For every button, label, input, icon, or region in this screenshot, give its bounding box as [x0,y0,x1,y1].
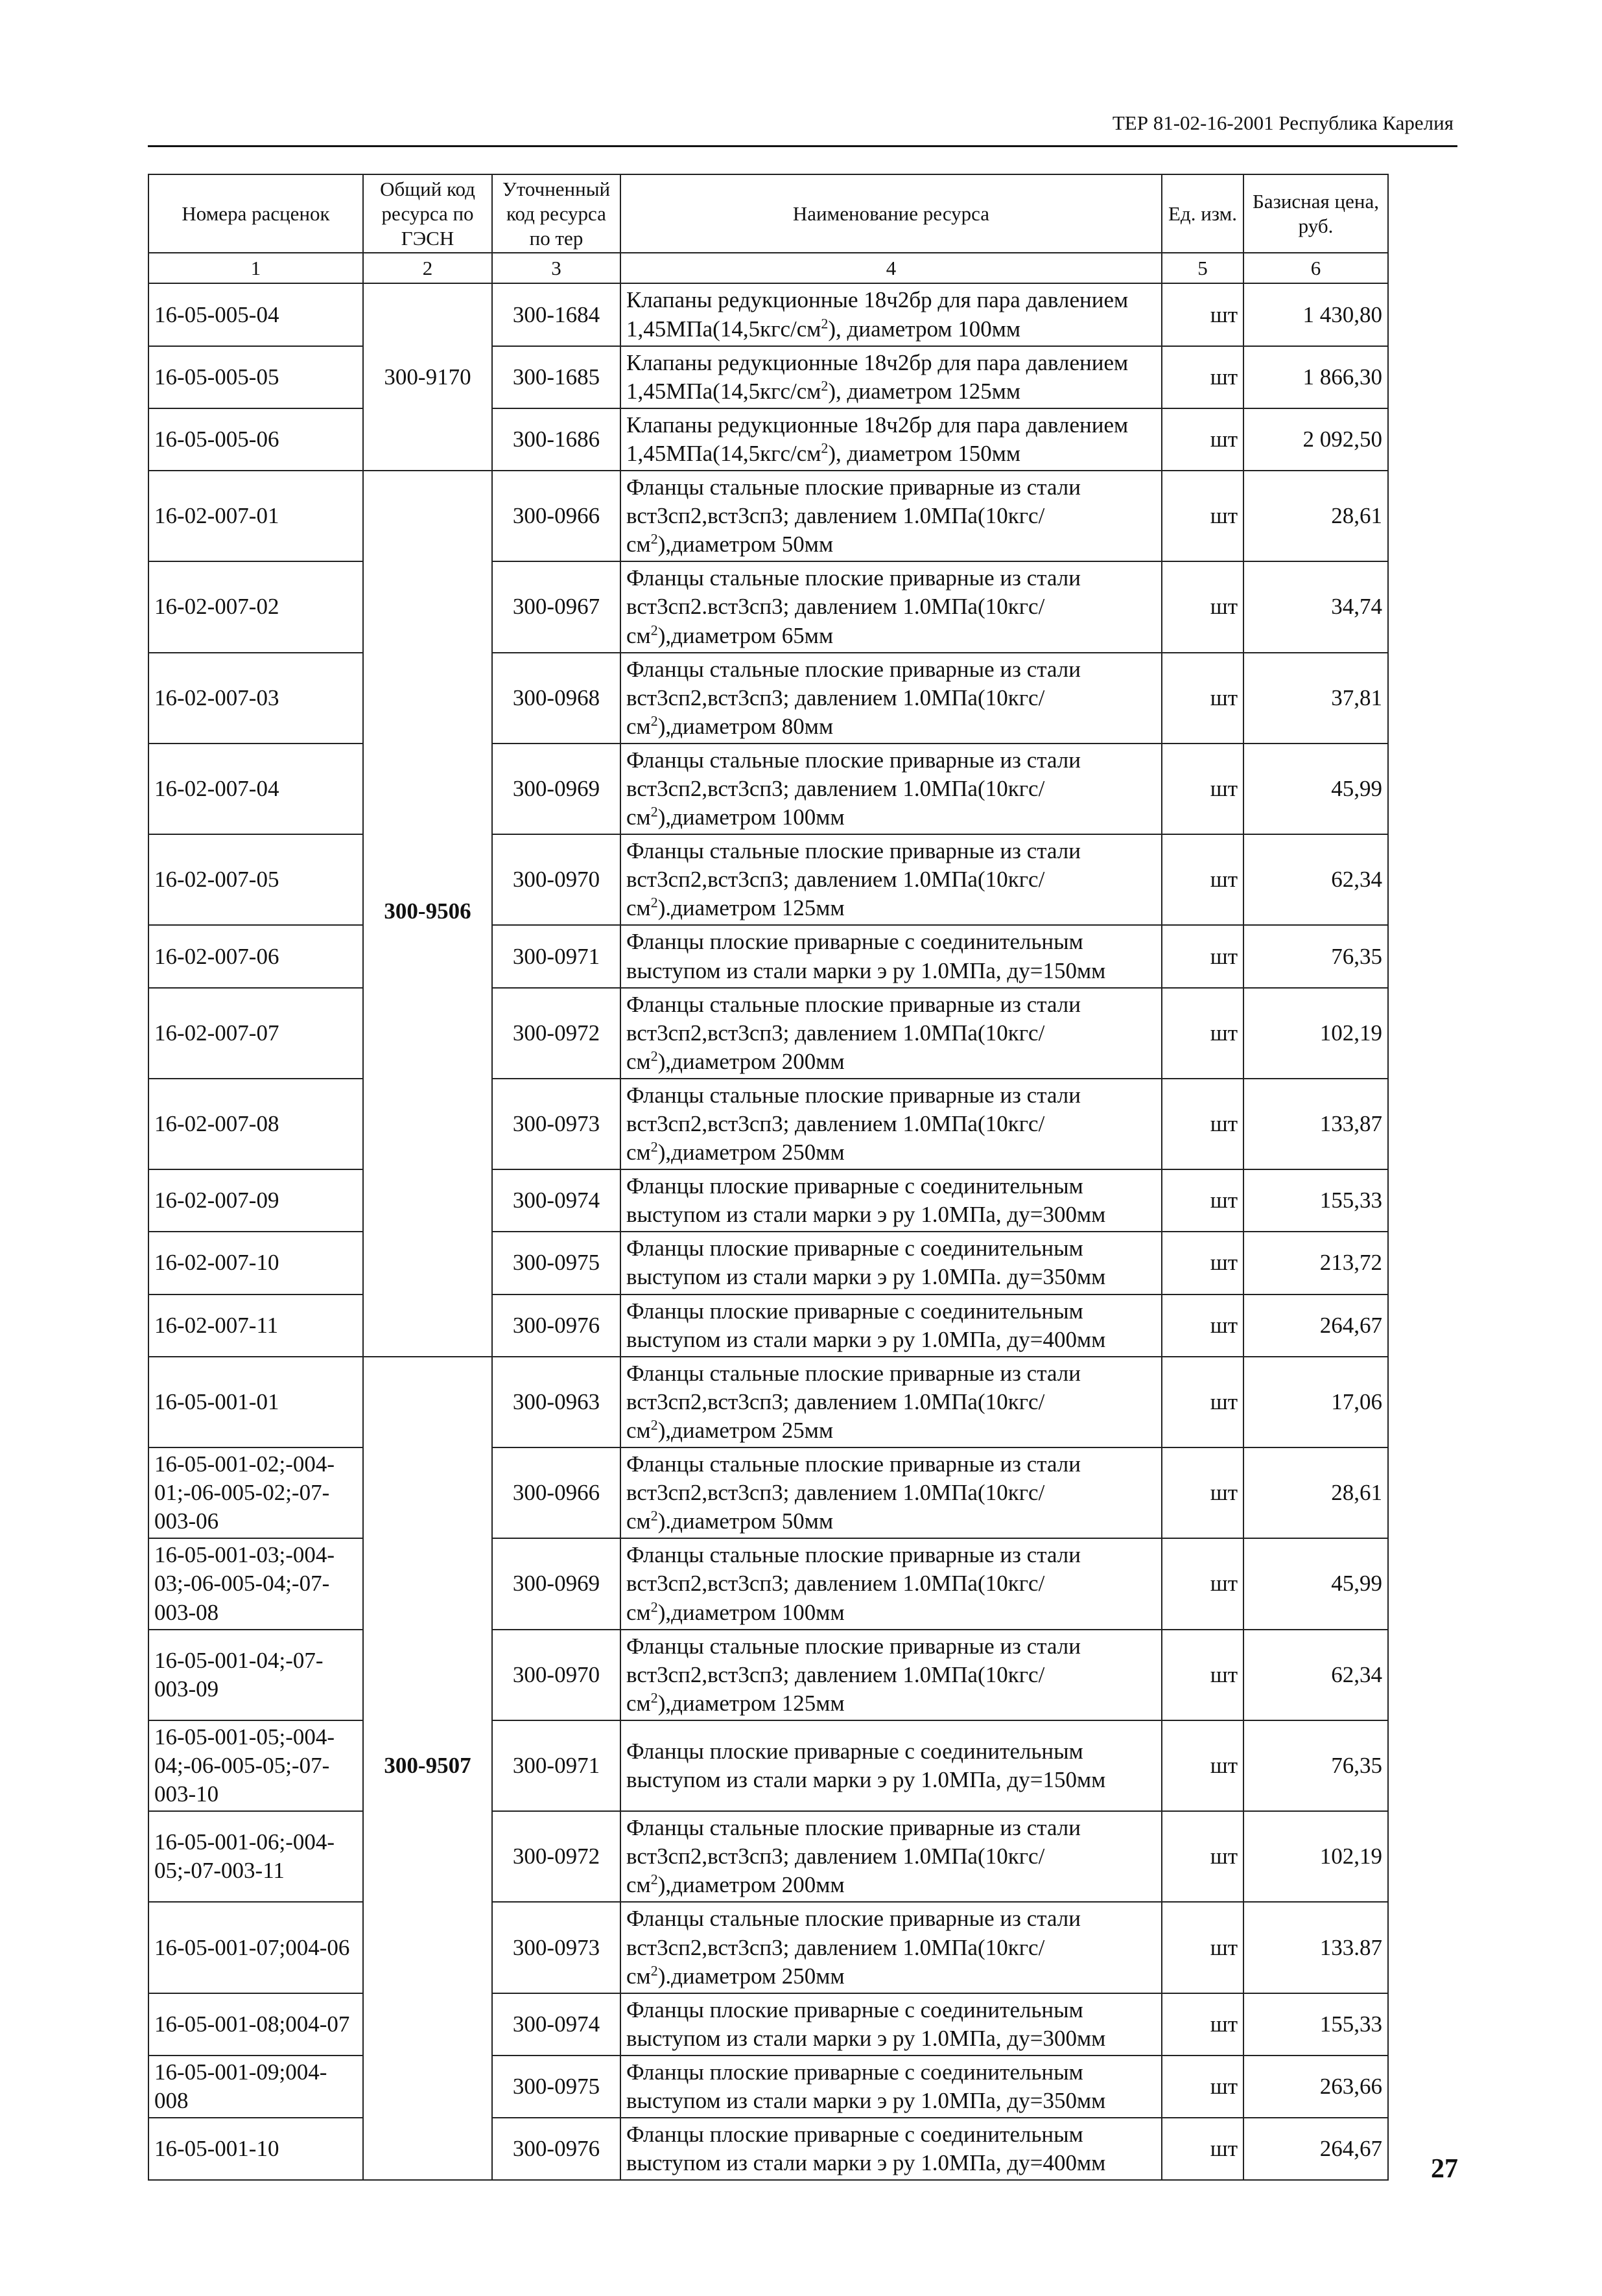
rate-number: 16-05-001-04;-07-003-09 [148,1630,363,1720]
resource-name: Фланцы стальные плоские приварные из стали вст3сп2,вст3сп3; давлением $1.0МПа(10кгс/см^2).диаметром$ 250мм [620,1902,1162,1993]
table-row [148,1902,1388,1993]
resource-name: Фланцы плоские приварные с соединительным выступом из стали марки э ру 1.0МПа. ду=350мм [620,1232,1162,1294]
base-price: 133,87 [1243,1079,1388,1169]
col-number: 4 [620,253,1162,283]
unit: шт [1162,2118,1243,2180]
col-number: 2 [363,253,492,283]
table-row [148,1538,1388,1629]
refined-resource-code: 300-0967 [492,561,620,652]
base-price: 133.87 [1243,1902,1388,1993]
resource-table [148,174,1389,2181]
table-row [148,1357,1388,1447]
rate-number: 16-02-007-03 [148,653,363,744]
base-price: 62,34 [1243,1630,1388,1720]
unit: шт [1162,346,1243,408]
rate-number: 16-02-007-06 [148,925,363,987]
base-price: 37,81 [1243,653,1388,744]
rate-number: 16-05-001-01 [148,1357,363,1447]
rate-number: 16-02-007-01 [148,471,363,561]
refined-resource-code: 300-0969 [492,1538,620,1629]
unit: шт [1162,1902,1243,1993]
unit: шт [1162,1720,1243,1811]
unit: шт [1162,988,1243,1079]
unit: шт [1162,653,1243,744]
general-resource-code: 300-9506 [363,471,492,1357]
resource-name: Фланцы плоские приварные с соединительным выступом из стали марки э ру 1.0МПа, ду=300мм [620,1169,1162,1232]
unit: шт [1162,1538,1243,1629]
base-price: 213,72 [1243,1232,1388,1294]
refined-resource-code: 300-0969 [492,744,620,834]
rate-number: 16-05-001-10 [148,2118,363,2180]
refined-resource-code: 300-0971 [492,1720,620,1811]
resource-name: Фланцы стальные плоские приварные из стали вст3сп2,вст3сп3; давлением $1.0МПа(10кгс/см^2),диаметром$ 200мм [620,988,1162,1079]
unit: шт [1162,1811,1243,1902]
col-number: 1 [148,253,363,283]
table-row [148,1447,1388,1538]
rate-number: 16-05-001-03;-004-03;-06-005-04;-07-003-08 [148,1538,363,1629]
refined-resource-code: 300-0976 [492,2118,620,2180]
table-row [148,283,1388,346]
resource-name: Фланцы стальные плоские приварные из стали вст3сп2,вст3сп3; давлением $1.0МПа(10кгс/см^2),диаметром$ 100мм [620,744,1162,834]
table-row [148,1169,1388,1232]
resource-name: Фланцы стальные плоские приварные из стали вст3сп2,вст3сп3; давлением $1.0МПа(10кгс/см^2),диаметром$ 80мм [620,653,1162,744]
resource-name: Клапаны редукционные 18ч2бр для пара давлением $1,45МПа(14,5кгс/см^2)$, диаметром 150мм [620,408,1162,471]
table-row [148,471,1388,561]
unit: шт [1162,1630,1243,1720]
table-row [148,408,1388,471]
rate-number: 16-05-001-08;004-07 [148,1993,363,2056]
base-price: 102,19 [1243,988,1388,1079]
resource-name: Фланцы стальные плоские приварные из стали вст3сп2,вст3сп3; давлением $1.0МПа(10кгс/см^2).диаметром$ 125мм [620,834,1162,925]
table-row [148,1079,1388,1169]
rate-number: 16-02-007-11 [148,1294,363,1357]
refined-resource-code: 300-0972 [492,988,620,1079]
col-number: 3 [492,253,620,283]
col-header-rates: Номера расценок [148,174,363,253]
base-price: 2 092,50 [1243,408,1388,471]
rate-number: 16-05-001-09;004-008 [148,2056,363,2118]
unit: шт [1162,1447,1243,1538]
unit: шт [1162,834,1243,925]
refined-resource-code: 300-0976 [492,1294,620,1357]
rate-number: 16-02-007-07 [148,988,363,1079]
table-row [148,561,1388,652]
rate-number: 16-05-001-07;004-06 [148,1902,363,1993]
base-price: 264,67 [1243,2118,1388,2180]
rate-number: 16-02-007-02 [148,561,363,652]
base-price: 28,61 [1243,471,1388,561]
resource-name: Фланцы стальные плоские приварные из стали вст3сп2,вст3сп3; давлением $1.0МПа(10кгс/см^2),диаметром$ 25мм [620,1357,1162,1447]
base-price: 155,33 [1243,1169,1388,1232]
refined-resource-code: 300-0963 [492,1357,620,1447]
base-price: 1 430,80 [1243,283,1388,346]
refined-resource-code: 300-0966 [492,471,620,561]
unit: шт [1162,1169,1243,1232]
col-number: 6 [1243,253,1388,283]
table-row [148,1720,1388,1811]
refined-resource-code: 300-0972 [492,1811,620,1902]
resource-name: Фланцы плоские приварные с соединительным выступом из стали марки э ру 1.0МПа, ду=400мм [620,2118,1162,2180]
resource-name: Клапаны редукционные 18ч2бр для пара давлением $1,45МПа(14,5кгс/см^2)$, диаметром 100мм [620,283,1162,346]
unit: шт [1162,471,1243,561]
base-price: 1 866,30 [1243,346,1388,408]
refined-resource-code: 300-0974 [492,1169,620,1232]
refined-resource-code: 300-0970 [492,1630,620,1720]
rate-number: 16-02-007-08 [148,1079,363,1169]
general-resource-code: 300-9507 [363,1357,492,2181]
document-title: ТЕР 81-02-16-2001 Республика Карелия [1112,111,1454,134]
page-number: 27 [1431,2154,1458,2184]
unit: шт [1162,408,1243,471]
resource-name: Фланцы стальные плоские приварные из стали вст3сп2.вст3сп3; давлением $1.0МПа(10кгс/см^2),диаметром$ 65мм [620,561,1162,652]
base-price: 34,74 [1243,561,1388,652]
refined-resource-code: 300-0973 [492,1902,620,1993]
resource-name: Фланцы стальные плоские приварные из стали вст3сп2,вст3сп3; давлением $1.0МПа(10кгс/см^2),диаметром$ 250мм [620,1079,1162,1169]
resource-name: Фланцы плоские приварные с соединительным выступом из стали марки э ру 1.0МПа, ду=150мм [620,1720,1162,1811]
rate-number: 16-05-001-06;-004-05;-07-003-11 [148,1811,363,1902]
resource-name: Фланцы плоские приварные с соединительным выступом из стали марки э ру 1.0МПа, ду=150мм [620,925,1162,987]
rate-number: 16-02-007-04 [148,744,363,834]
unit: шт [1162,1079,1243,1169]
refined-resource-code: 300-0973 [492,1079,620,1169]
column-headers [148,174,1388,253]
column-numbers [148,253,1388,283]
rate-number: 16-05-005-06 [148,408,363,471]
table-row [148,925,1388,987]
general-resource-code: 300-9170 [363,283,492,471]
base-price: 263,66 [1243,2056,1388,2118]
refined-resource-code: 300-0974 [492,1993,620,2056]
table-row [148,2118,1388,2180]
base-price: 264,67 [1243,1294,1388,1357]
refined-resource-code: 300-0970 [492,834,620,925]
base-price: 17,06 [1243,1357,1388,1447]
table-row [148,1232,1388,1294]
col-header-refined-code: Уточненный код ресурса по тер [492,174,620,253]
refined-resource-code: 300-1686 [492,408,620,471]
rate-number: 16-05-001-02;-004-01;-06-005-02;-07-003-06 [148,1447,363,1538]
resource-name: Фланцы стальные плоские приварные из стали вст3сп2,вст3сп3; давлением $1.0МПа(10кгс/см^2),диаметром$ 200мм [620,1811,1162,1902]
rate-number: 16-05-001-05;-004-04;-06-005-05;-07-003-10 [148,1720,363,1811]
unit: шт [1162,2056,1243,2118]
running-header [148,109,1457,147]
col-header-general-code: Общий код ресурса по ГЭСН [363,174,492,253]
resource-name: Фланцы стальные плоские приварные из стали вст3сп2,вст3сп3; давлением $1.0МПа(10кгс/см^2),диаметром$ 50мм [620,471,1162,561]
col-header-unit: Ед. изм. [1162,174,1243,253]
table-row [148,834,1388,925]
unit: шт [1162,1232,1243,1294]
base-price: 76,35 [1243,925,1388,987]
refined-resource-code: 300-1685 [492,346,620,408]
table-row [148,1811,1388,1902]
base-price: 28,61 [1243,1447,1388,1538]
table-row [148,1993,1388,2056]
base-price: 76,35 [1243,1720,1388,1811]
col-number: 5 [1162,253,1243,283]
table-row [148,653,1388,744]
rate-number: 16-02-007-05 [148,834,363,925]
resource-name: Клапаны редукционные 18ч2бр для пара давлением $1,45МПа(14,5кгс/см^2)$, диаметром 125мм [620,346,1162,408]
resource-name: Фланцы стальные плоские приварные из стали вст3сп2,вст3сп3; давлением $1.0МПа(10кгс/см^2).диаметром$ 50мм [620,1447,1162,1538]
table-row [148,2056,1388,2118]
col-header-base-price: Базисная цена, руб. [1243,174,1388,253]
table-row [148,346,1388,408]
refined-resource-code: 300-1684 [492,283,620,346]
base-price: 102,19 [1243,1811,1388,1902]
resource-name: Фланцы стальные плоские приварные из стали вст3сп2,вст3сп3; давлением $1.0МПа(10кгс/см^2),диаметром$ 125мм [620,1630,1162,1720]
base-price: 45,99 [1243,744,1388,834]
refined-resource-code: 300-0966 [492,1447,620,1538]
unit: шт [1162,1993,1243,2056]
table-row [148,988,1388,1079]
unit: шт [1162,925,1243,987]
table-row [148,1630,1388,1720]
rate-number: 16-02-007-09 [148,1169,363,1232]
resource-name: Фланцы плоские приварные с соединительным выступом из стали марки э ру 1.0МПа, ду=300мм [620,1993,1162,2056]
table-row [148,744,1388,834]
resource-name: Фланцы плоские приварные с соединительным выступом из стали марки э ру 1.0МПа, ду=350мм [620,2056,1162,2118]
resource-name: Фланцы плоские приварные с соединительным выступом из стали марки э ру 1.0МПа, ду=400мм [620,1294,1162,1357]
refined-resource-code: 300-0975 [492,2056,620,2118]
rate-number: 16-02-007-10 [148,1232,363,1294]
refined-resource-code: 300-0975 [492,1232,620,1294]
refined-resource-code: 300-0971 [492,925,620,987]
rate-number: 16-05-005-04 [148,283,363,346]
base-price: 62,34 [1243,834,1388,925]
base-price: 45,99 [1243,1538,1388,1629]
unit: шт [1162,1357,1243,1447]
resource-name: Фланцы стальные плоские приварные из стали вст3сп2,вст3сп3; давлением $1.0МПа(10кгс/см^2),диаметром$ 100мм [620,1538,1162,1629]
base-price: 155,33 [1243,1993,1388,2056]
col-header-resource-name: Наименование ресурса [620,174,1162,253]
unit: шт [1162,561,1243,652]
unit: шт [1162,1294,1243,1357]
unit: шт [1162,283,1243,346]
table-row [148,1294,1388,1357]
refined-resource-code: 300-0968 [492,653,620,744]
unit: шт [1162,744,1243,834]
rate-number: 16-05-005-05 [148,346,363,408]
